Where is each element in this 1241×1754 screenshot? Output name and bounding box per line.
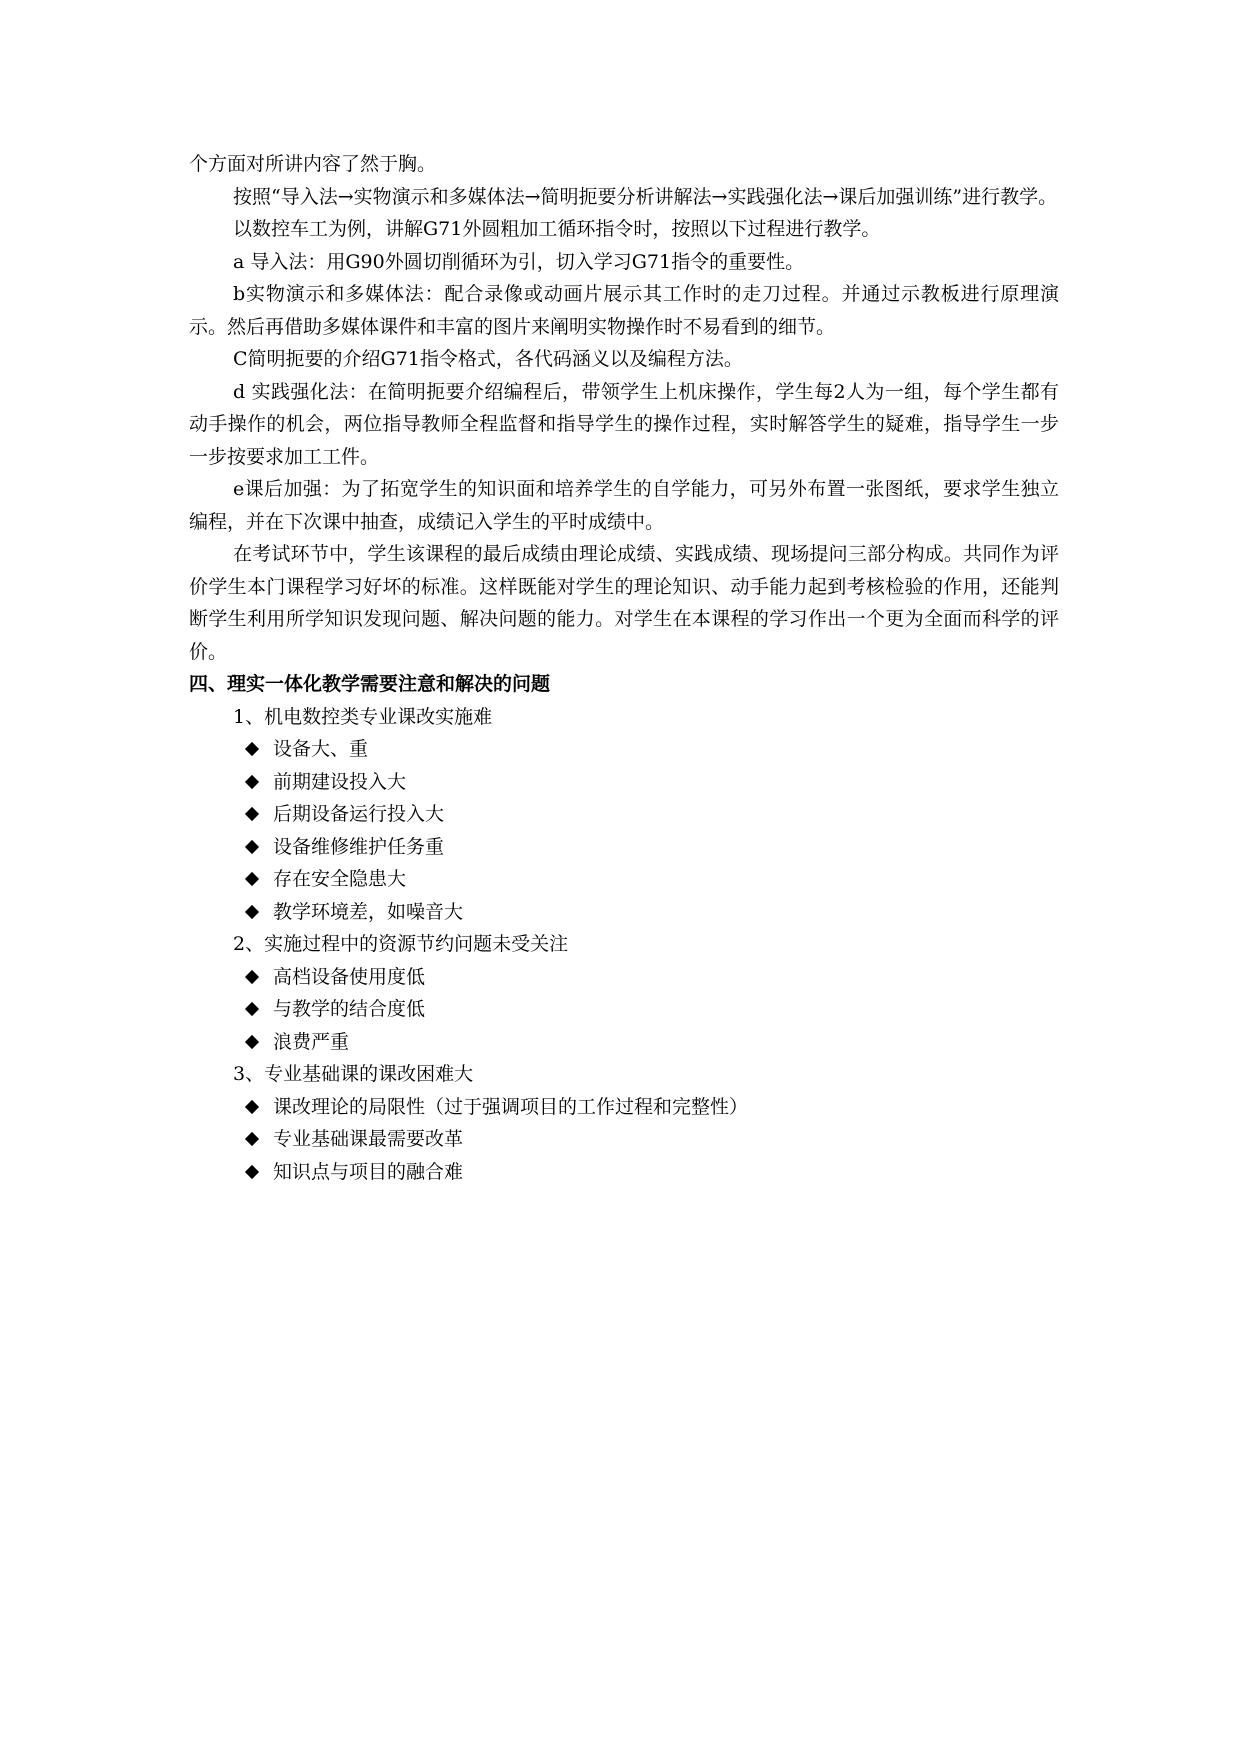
list-item: 后期设备运行投入大 bbox=[189, 798, 1059, 831]
list-item: 浪费严重 bbox=[189, 1026, 1059, 1059]
paragraph-teaching-order: 按照“导入法→实物演示和多媒体法→简明扼要分析讲解法→实践强化法→课后加强训练”进行教学。 bbox=[233, 185, 1058, 208]
paragraph-step-d: d 实践强化法：在简明扼要介绍编程后，带领学生上机床操作，学生每2人为一组，每个学生都有动手操作的机会，两位指导教师全程监督和指导学生的操作过程，实时解答学生的疑难，指导学生一步一步按要求加工工件。 bbox=[189, 380, 1059, 468]
diamond-bullet-icon bbox=[245, 840, 259, 854]
list-item: 存在安全隐患大 bbox=[189, 863, 1059, 896]
list-item: 设备大、重 bbox=[189, 733, 1059, 766]
diamond-bullet-icon bbox=[245, 775, 259, 789]
diamond-bullet-icon bbox=[245, 1100, 259, 1114]
paragraph-exam: 在考试环节中，学生该课程的最后成绩由理论成绩、实践成绩、现场提问三部分构成。共同作为评价学生本门课程学习好坏的标准。这样既能对学生的理论知识、动手能力起到考核检验的作用，还能判断学生利用所学知识发现问题、解决问题的能力。对学生在本课程的学习作出一个更为全面而科学的评价。 bbox=[189, 543, 1059, 663]
list-item: 专业基础课最需要改革 bbox=[189, 1123, 1059, 1156]
diamond-bullet-icon bbox=[245, 905, 259, 919]
diamond-bullet-icon bbox=[245, 1035, 259, 1049]
group-title-1: 1、机电数控类专业课改实施难 bbox=[233, 705, 493, 728]
document-page bbox=[189, 148, 1059, 1188]
list-item: 高档设备使用度低 bbox=[189, 961, 1059, 994]
paragraph-step-e: e课后加强：为了拓宽学生的知识面和培养学生的自学能力，可另外布置一张图纸，要求学生独立编程，并在下次课中抽查，成绩记入学生的平时成绩中。 bbox=[189, 478, 1059, 533]
group-title-3: 3、专业基础课的课改困难大 bbox=[233, 1063, 474, 1085]
paragraph-continuation: 个方面对所讲内容了然于胸。 bbox=[189, 153, 437, 175]
list-item: 教学环境差，如噪音大 bbox=[189, 896, 1059, 929]
diamond-bullet-icon bbox=[245, 742, 259, 756]
paragraph-step-c: C简明扼要的介绍G71指令格式，各代码涵义以及编程方法。 bbox=[233, 348, 743, 370]
list-item: 前期建设投入大 bbox=[189, 766, 1059, 799]
list-item: 知识点与项目的融合难 bbox=[189, 1156, 1059, 1189]
section-heading: 四、理实一体化教学需要注意和解决的问题 bbox=[189, 673, 551, 695]
paragraph-g71-example: 以数控车工为例，讲解G71外圆粗加工循环指令时，按照以下过程进行教学。 bbox=[233, 218, 881, 240]
list-item: 课改理论的局限性（过于强调项目的工作过程和完整性） bbox=[189, 1091, 1059, 1124]
diamond-bullet-icon bbox=[245, 1132, 259, 1146]
list-item: 与教学的结合度低 bbox=[189, 993, 1059, 1026]
diamond-bullet-icon bbox=[245, 970, 259, 984]
paragraph-step-b: b实物演示和多媒体法：配合录像或动画片展示其工作时的走刀过程。并通过示教板进行原理演示。然后再借助多媒体课件和丰富的图片来阐明实物操作时不易看到的细节。 bbox=[189, 283, 1059, 338]
list-item: 设备维修维护任务重 bbox=[189, 831, 1059, 864]
diamond-bullet-icon bbox=[245, 1165, 259, 1179]
diamond-bullet-icon bbox=[245, 872, 259, 886]
paragraph-step-a: a 导入法：用G90外圆切削循环为引，切入学习G71指令的重要性。 bbox=[233, 250, 805, 273]
group-title-2: 2、实施过程中的资源节约问题未受关注 bbox=[233, 933, 569, 955]
diamond-bullet-icon bbox=[245, 1002, 259, 1016]
diamond-bullet-icon bbox=[245, 807, 259, 821]
